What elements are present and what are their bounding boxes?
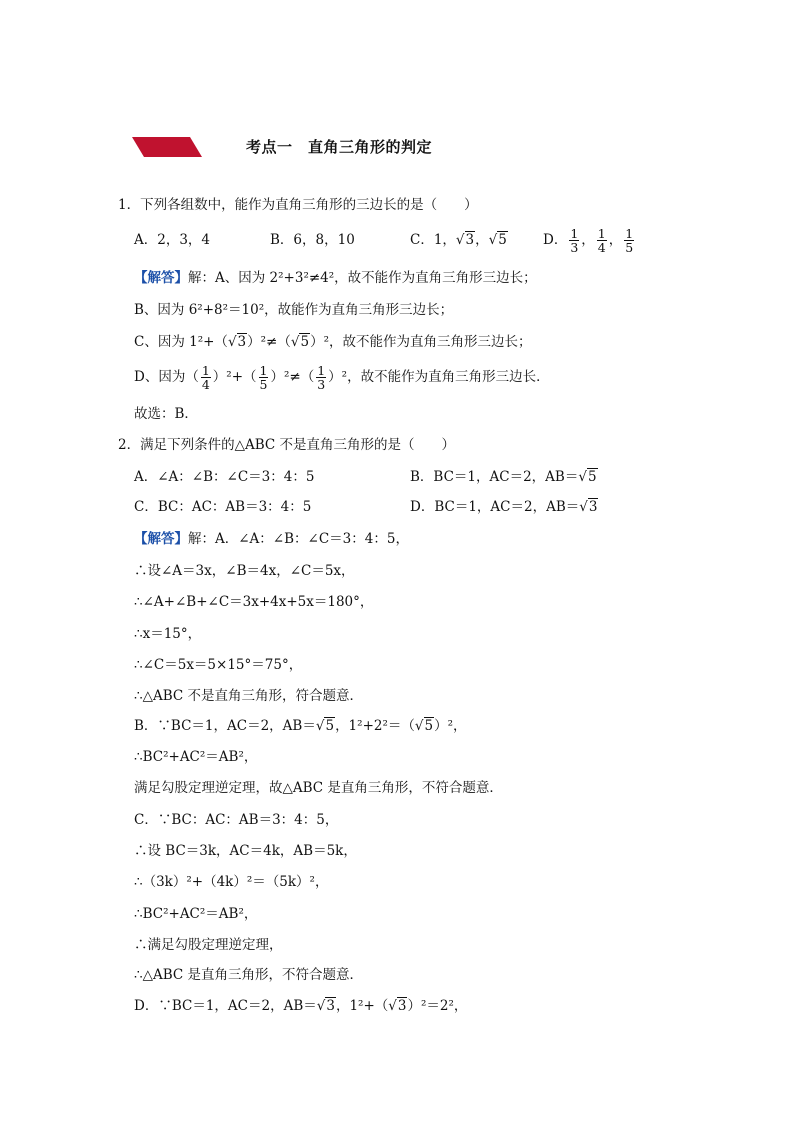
radicand: 5 — [424, 718, 434, 734]
radicand: 5 — [325, 718, 335, 734]
q1-option-a: A．2，3，4 — [134, 232, 211, 248]
q2-answer-line-11: ∴设 BC＝3k，AC＝4k，AB＝5k， — [134, 843, 357, 859]
denominator: 5 — [625, 240, 634, 255]
text-segment: C、因为 1²+（ — [134, 334, 228, 350]
denominator: 3 — [570, 240, 579, 255]
text-segment: ）²，故不能作为直角三角形三边长． — [328, 369, 550, 385]
sqrt-symbol: √5 — [315, 718, 335, 734]
sqrt-symbol: √5 — [488, 232, 507, 248]
separator: ， — [581, 232, 595, 248]
text-segment: D．∵BC＝1，AC＝2，AB＝ — [134, 998, 317, 1014]
radicand: 3 — [397, 998, 407, 1014]
q1-option-d-prefix: D． — [543, 232, 568, 248]
q1-option-c-prefix: C．1， — [410, 232, 456, 248]
q1-option-b: B．6，8，10 — [270, 232, 355, 248]
answer-text: 解：A．∠A：∠B：∠C＝3：4：5， — [188, 531, 409, 547]
text-segment: ，1²+（ — [335, 998, 389, 1014]
q2-option-b — [410, 468, 598, 486]
numerator: 1 — [201, 363, 210, 378]
q2-option-c: C．BC：AC：AB＝3：4：5 — [134, 499, 312, 515]
q2-answer-line-15: ∴△ABC 是直角三角形，不符合题意． — [134, 967, 364, 983]
sqrt-symbol: √3 — [579, 499, 598, 515]
radicand: 5 — [587, 469, 597, 485]
q2-answer-line-6: ∴△ABC 不是直角三角形，符合题意． — [134, 688, 364, 704]
text-segment: B．∵BC＝1，AC＝2，AB＝ — [134, 718, 316, 734]
denominator: 4 — [201, 377, 210, 392]
answer-tag: 【解答】 — [134, 531, 188, 547]
sqrt-symbol: √3 — [316, 998, 335, 1014]
text-segment: ）²≠（ — [247, 334, 291, 350]
q2-option-d — [410, 498, 598, 516]
radicand: 3 — [465, 232, 475, 248]
answer-tag: 【解答】 — [134, 270, 188, 286]
q1-answer-line-1 — [134, 269, 537, 287]
sqrt-symbol: √5 — [414, 718, 434, 734]
q1-answer-line-3 — [134, 333, 532, 351]
text-segment: ）²≠（ — [270, 369, 315, 385]
denominator: 5 — [259, 377, 268, 392]
numerator: 1 — [570, 226, 579, 241]
sqrt-symbol: √3 — [388, 998, 407, 1014]
q2-answer-line-7 — [134, 717, 467, 735]
numerator: 1 — [259, 363, 268, 378]
sqrt-symbol: √5 — [578, 469, 597, 485]
denominator: 4 — [597, 240, 606, 255]
radicand: 5 — [300, 334, 310, 350]
text-segment: D．BC＝1，AC＝2，AB＝ — [410, 499, 580, 515]
banner-parallelogram — [132, 137, 202, 157]
numerator: 1 — [317, 363, 326, 378]
sqrt-symbol: √5 — [290, 334, 310, 350]
fraction — [624, 227, 634, 254]
separator: ， — [608, 232, 623, 248]
q2-answer-line-8: ∴BC²+AC²＝AB²， — [134, 749, 258, 765]
radicand: 5 — [498, 232, 507, 248]
text-segment: ，1²+2²＝（ — [335, 718, 415, 734]
radicand: 3 — [237, 334, 247, 350]
q2-answer-line-10: C．∵BC：AC：AB＝3：4：5， — [134, 812, 339, 828]
answer-text: 解：A、因为 2²+3²≠4²，故不能作为直角三角形三边长； — [188, 270, 537, 286]
text-segment: ）²＝2²， — [407, 998, 468, 1014]
fraction — [201, 364, 211, 391]
denominator: 3 — [317, 377, 326, 392]
q2-answer-line-1 — [134, 530, 409, 548]
fraction — [259, 364, 269, 391]
q1-option-d — [543, 225, 636, 255]
radicand: 3 — [588, 499, 598, 515]
q1-answer-line-5: 故选：B． — [134, 406, 198, 422]
q2-answer-line-14: ∴满足勾股定理逆定理， — [134, 937, 283, 953]
text-segment: B．BC＝1，AC＝2，AB＝ — [410, 469, 579, 485]
fraction — [316, 364, 326, 391]
q2-answer-line-13: ∴BC²+AC²＝AB²， — [134, 906, 258, 922]
section-title: 考点一 直角三角形的判定 — [246, 138, 433, 156]
separator: ， — [475, 232, 489, 248]
fraction — [597, 227, 607, 254]
q2-answer-line-3: ∴∠A+∠B+∠C＝3x+4x+5x＝180°， — [134, 594, 374, 610]
q2-answer-line-16 — [134, 997, 467, 1015]
numerator: 1 — [625, 226, 634, 241]
q2-stem: 2．满足下列条件的△ABC 不是直角三角形的是（ ） — [118, 437, 456, 453]
q1-option-c — [410, 231, 508, 249]
q2-answer-line-9: 满足勾股定理逆定理，故△ABC 是直角三角形，不符合题意． — [134, 780, 503, 796]
section-banner-shape — [132, 137, 202, 157]
q2-answer-line-2: ∴设∠A＝3x，∠B＝4x，∠C＝5x， — [134, 563, 355, 579]
radicand: 3 — [326, 998, 335, 1014]
numerator: 1 — [597, 226, 606, 241]
q1-answer-line-4 — [134, 362, 550, 392]
sqrt-symbol: √3 — [455, 232, 475, 248]
text-segment: ）²+（ — [212, 369, 257, 385]
q2-answer-line-4: ∴x＝15°， — [134, 626, 202, 642]
text-segment: ）²， — [434, 718, 467, 734]
text-segment: D、因为（ — [134, 369, 199, 385]
q2-answer-line-5: ∴∠C＝5x＝5×15°＝75°， — [134, 657, 303, 673]
sqrt-symbol: √3 — [227, 334, 247, 350]
q2-answer-line-12: ∴（3k）²+（4k）²＝（5k）²， — [134, 874, 329, 890]
q1-stem: 1．下列各组数中，能作为直角三角形的三边长的是（ ） — [118, 197, 478, 213]
fraction — [569, 227, 579, 254]
text-segment: ）²，故不能作为直角三角形三边长； — [310, 334, 532, 350]
q1-answer-line-2: B、因为 6²+8²＝10²，故能作为直角三角形三边长； — [134, 302, 454, 318]
q2-option-a: A．∠A：∠B：∠C＝3：4：5 — [134, 469, 315, 485]
